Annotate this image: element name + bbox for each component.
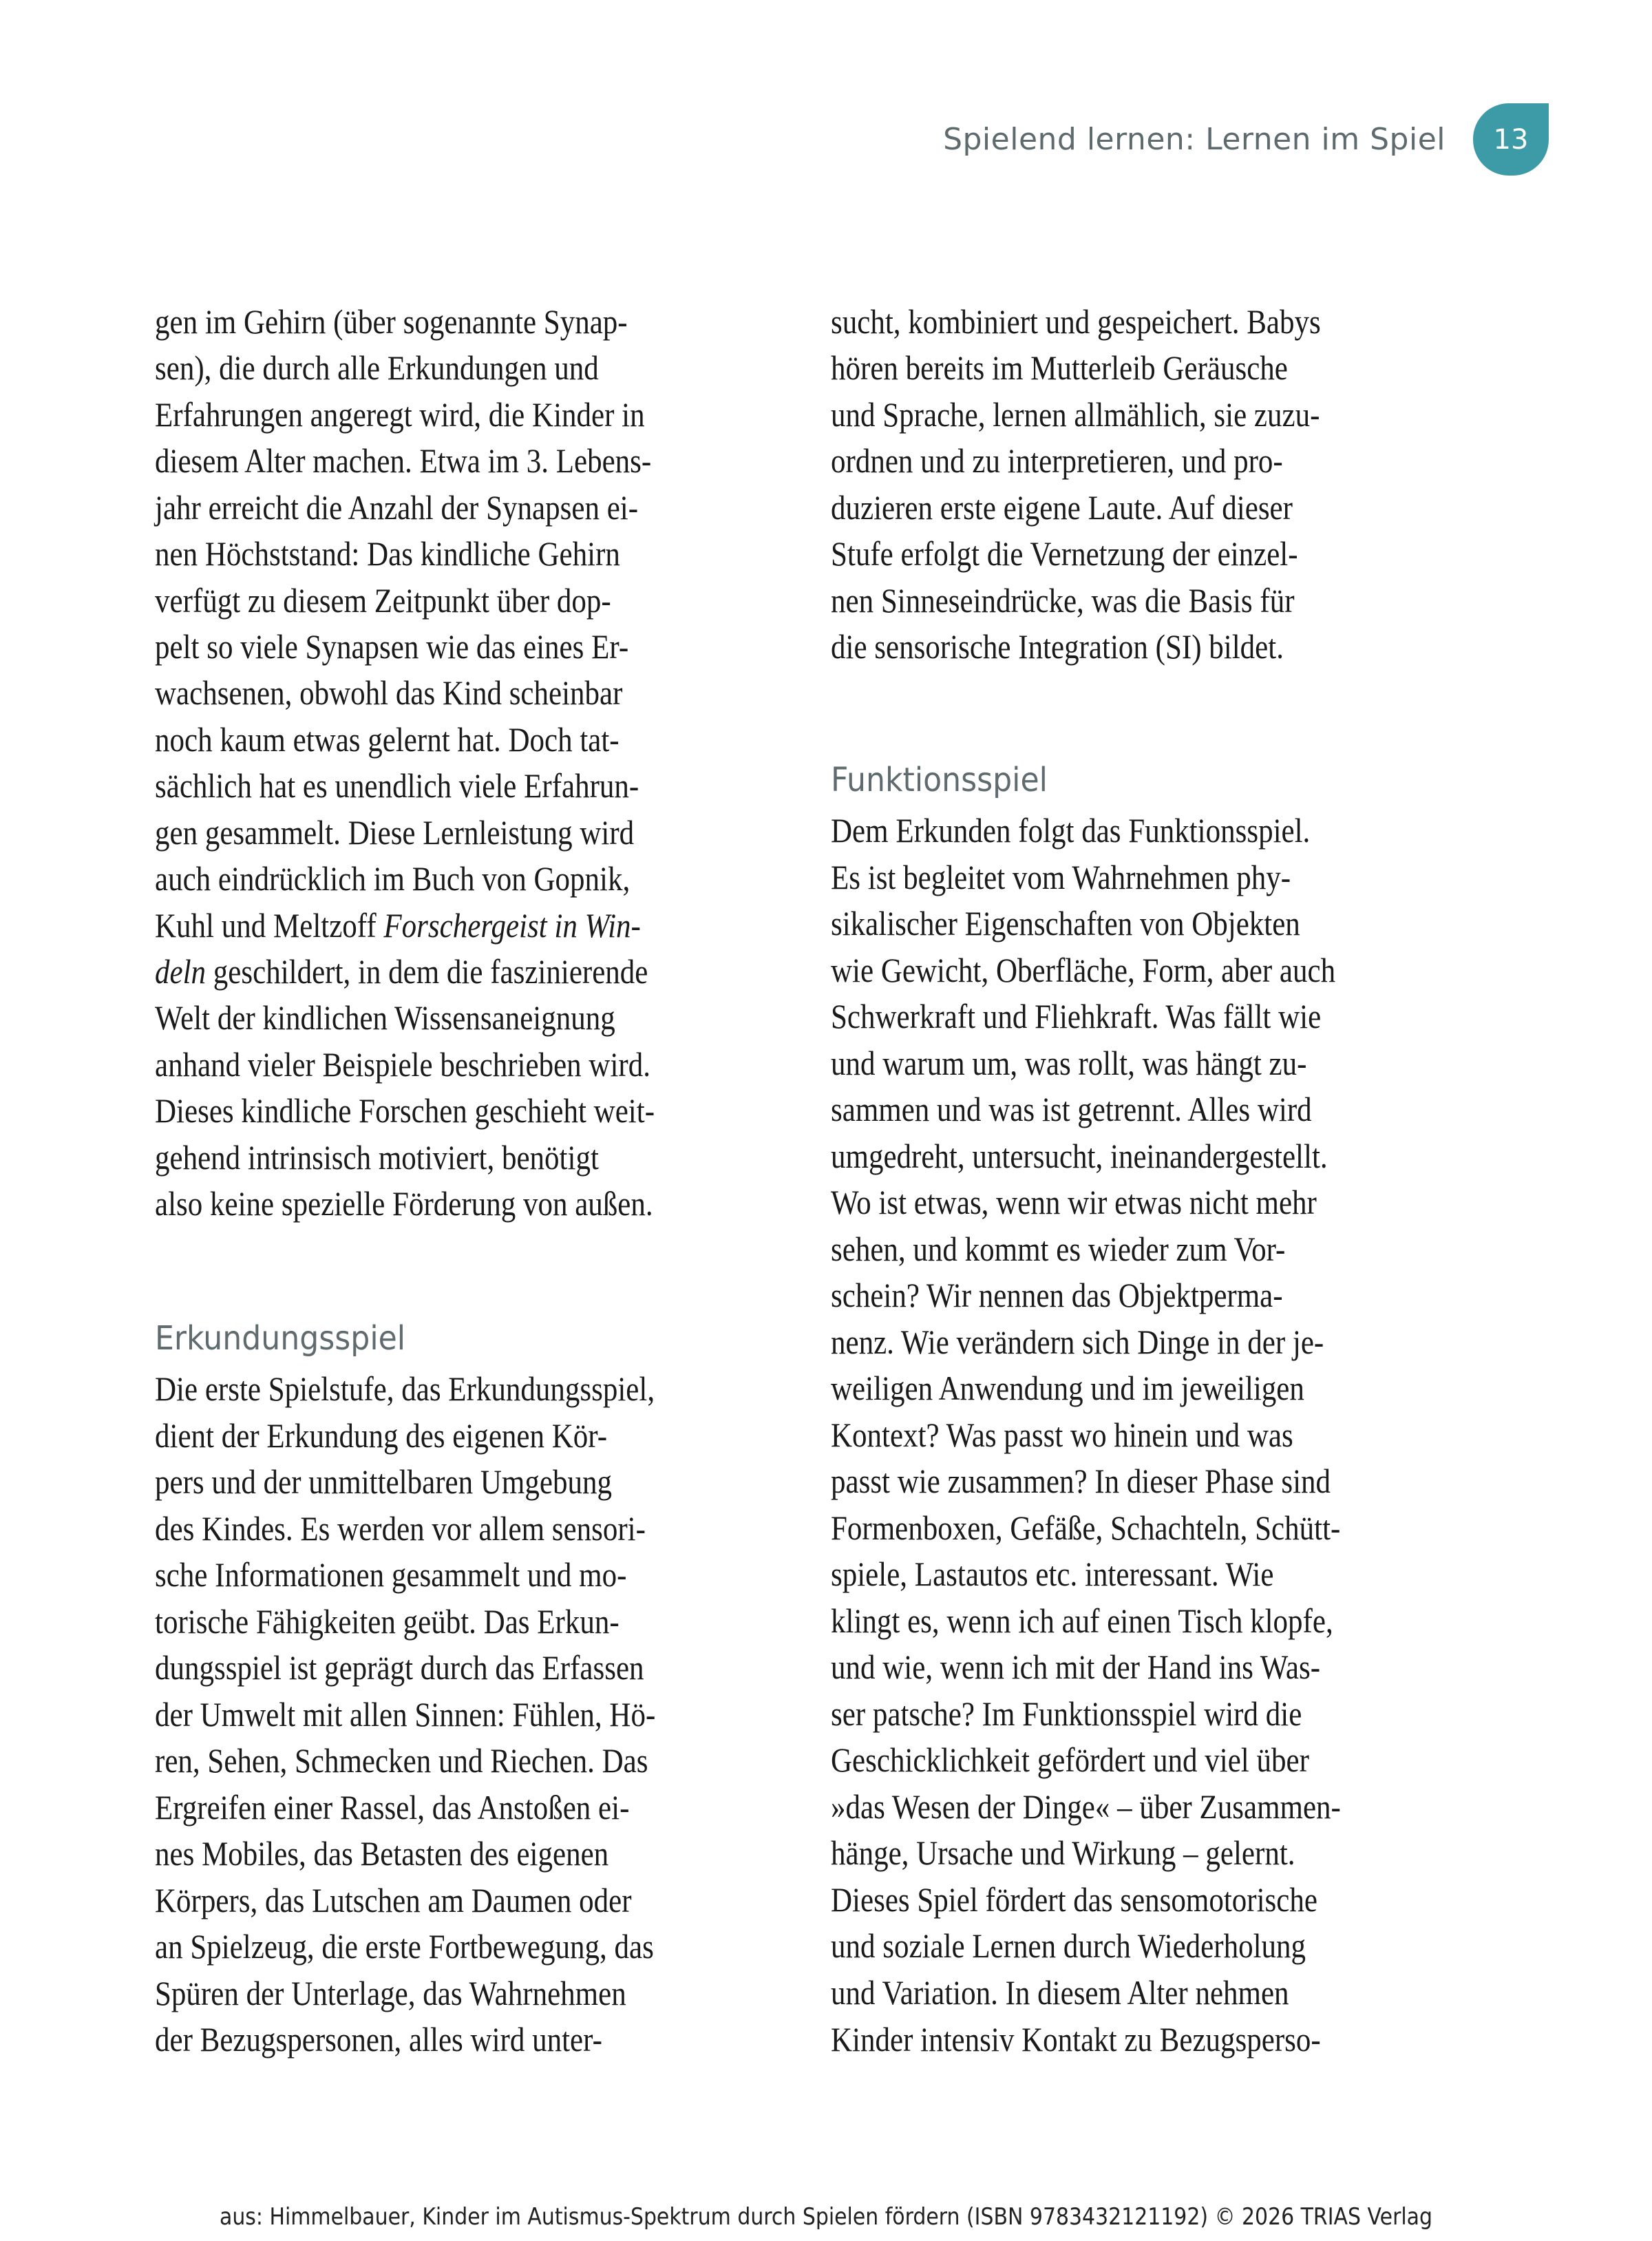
text-line: der Bezugspersonen, alles wird unter- — [155, 2020, 602, 2059]
text-line: an Spielzeug, die erste Fortbewegung, das — [155, 1927, 654, 1966]
text-line: Ergreifen einer Rassel, das Anstoßen ei- — [155, 1788, 630, 1827]
text-line: »das Wesen der Dinge« – über Zusammen- — [831, 1787, 1341, 1826]
text-span: geschildert, in dem die faszinierende — [213, 952, 648, 991]
text-line: wie Gewicht, Oberfläche, Form, aber auch — [831, 951, 1336, 989]
text-line: Welt der kindlichen Wissensaneignung — [155, 998, 615, 1037]
page-number: 13 — [1493, 123, 1529, 156]
text-line: nenz. Wie verändern sich Dinge in der je- — [831, 1323, 1324, 1361]
text-line: die sensorische Integration (SI) bildet. — [831, 627, 1284, 666]
text-line: pers und der unmittelbaren Umgebung — [155, 1462, 612, 1501]
book-title-italic: deln — [155, 952, 206, 991]
text-line: jahr erreicht die Anzahl der Synapsen ei- — [155, 488, 639, 527]
text-line: also keine spezielle Förderung von außen. — [155, 1184, 653, 1223]
text-line: Körpers, das Lutschen am Daumen oder — [155, 1881, 632, 1919]
text-line: torische Fähigkeiten geübt. Das Erkun- — [155, 1602, 620, 1641]
section-heading-funktionsspiel: Funktionsspiel — [831, 761, 1048, 799]
running-header-title: Spielend lernen: Lernen im Spiel — [943, 122, 1446, 157]
text-line: Kontext? Was passt wo hinein und was — [831, 1416, 1293, 1454]
text-line: umgedreht, untersucht, ineinandergestellt. — [831, 1137, 1328, 1175]
text-line: klingt es, wenn ich auf einen Tisch klopfe, — [831, 1601, 1333, 1640]
text-line: Formenboxen, Gefäße, Schachteln, Schütt- — [831, 1508, 1341, 1547]
text-line — [155, 903, 641, 949]
text-line: Geschicklichkeit gefördert und viel über — [831, 1740, 1309, 1779]
text-line: sen), die durch alle Erkundungen und — [155, 348, 599, 387]
text-line: sucht, kombiniert und gespeichert. Babys — [831, 302, 1321, 341]
text-line: Spüren der Unterlage, das Wahrnehmen — [155, 1974, 626, 2012]
text-line: gehend intrinsisch motiviert, benötigt — [155, 1138, 599, 1177]
text-line: sche Informationen gesammelt und mo- — [155, 1555, 627, 1594]
text-line: der Umwelt mit allen Sinnen: Fühlen, Hö- — [155, 1695, 656, 1734]
text-line: Schwerkraft und Fliehkraft. Was fällt wie — [831, 997, 1322, 1035]
book-title-italic: Forschergeist in Win- — [383, 906, 641, 945]
section-heading-erkundungsspiel: Erkundungsspiel — [155, 1319, 406, 1358]
text-line: ser patsche? Im Funktionsspiel wird die — [831, 1694, 1302, 1733]
text-span: Kuhl und Meltzoff — [155, 906, 377, 945]
text-line: Erfahrungen angeregt wird, die Kinder in — [155, 395, 645, 434]
text-line: dungsspiel ist geprägt durch das Erfassen — [155, 1648, 644, 1687]
text-line: Es ist begleitet vom Wahrnehmen phy- — [831, 858, 1291, 896]
text-line: verfügt zu diesem Zeitpunkt über dop- — [155, 581, 611, 620]
text-line: weiligen Anwendung und im jeweiligen — [831, 1369, 1304, 1407]
text-line: und wie, wenn ich mit der Hand ins Was- — [831, 1648, 1321, 1686]
text-line: Wo ist etwas, wenn wir etwas nicht mehr — [831, 1183, 1317, 1221]
text-line — [155, 949, 648, 995]
text-line: ren, Sehen, Schmecken und Riechen. Das — [155, 1741, 648, 1780]
text-line: gen gesammelt. Diese Lernleistung wird — [155, 813, 635, 852]
text-line: Dem Erkunden folgt das Funktionsspiel. — [831, 811, 1311, 850]
text-line: hänge, Ursache und Wirkung – gelernt. — [831, 1833, 1295, 1872]
text-line: dient der Erkundung des eigenen Kör- — [155, 1416, 608, 1455]
text-line: auch eindrücklich im Buch von Gopnik, — [155, 859, 631, 898]
text-line: sehen, und kommt es wieder zum Vor- — [831, 1230, 1286, 1268]
text-line: Die erste Spielstufe, das Erkundungsspiel, — [155, 1369, 655, 1408]
text-line: und Variation. In diesem Alter nehmen — [831, 1973, 1289, 2012]
text-line: passt wie zusammen? In dieser Phase sind — [831, 1462, 1331, 1500]
citation-footer: aus: Himmelbauer, Kinder im Autismus-Spektrum durch Spielen fördern (ISBN 9783432121192) © 2026 TRIAS Verlag — [219, 2203, 1433, 2231]
text-line: Kinder intensiv Kontakt zu Bezugsperso- — [831, 2020, 1321, 2059]
text-line: des Kindes. Es werden vor allem sensori- — [155, 1509, 646, 1548]
text-line: nen Sinneseindrücke, was die Basis für — [831, 581, 1295, 620]
text-line: noch kaum etwas gelernt hat. Doch tat- — [155, 720, 620, 759]
text-line: Stufe erfolgt die Vernetzung der einzel- — [831, 534, 1298, 573]
text-line: spiele, Lastautos etc. interessant. Wie — [831, 1555, 1274, 1593]
page-number-badge — [1473, 103, 1549, 176]
text-line: und soziale Lernen durch Wiederholung — [831, 1926, 1306, 1965]
text-line: sächlich hat es unendlich viele Erfahrun- — [155, 766, 639, 805]
text-line: sammen und was ist getrennt. Alles wird — [831, 1090, 1312, 1128]
text-line: anhand vieler Beispiele beschrieben wird. — [155, 1045, 650, 1084]
text-line: und Sprache, lernen allmählich, sie zuzu- — [831, 395, 1320, 434]
text-line: duzieren erste eigene Laute. Auf dieser — [831, 488, 1293, 527]
text-line: diesem Alter machen. Etwa im 3. Lebens- — [155, 441, 652, 480]
text-line: sikalischer Eigenschaften von Objekten — [831, 904, 1300, 943]
text-line: hören bereits im Mutterleib Geräusche — [831, 348, 1288, 387]
text-line: Dieses Spiel fördert das sensomotorische — [831, 1880, 1317, 1919]
text-line: Dieses kindliche Forschen geschieht weit- — [155, 1091, 655, 1130]
text-line: wachsenen, obwohl das Kind scheinbar — [155, 673, 623, 712]
text-line: und warum um, was rollt, was hängt zu- — [831, 1044, 1307, 1082]
text-line: schein? Wir nennen das Objektperma- — [831, 1276, 1283, 1314]
text-line: ordnen und zu interpretieren, und pro- — [831, 441, 1283, 480]
text-line: nes Mobiles, das Betasten des eigenen — [155, 1834, 609, 1873]
text-line: pelt so viele Synapsen wie das eines Er- — [155, 627, 629, 666]
text-line: nen Höchststand: Das kindliche Gehirn — [155, 534, 620, 573]
text-line: gen im Gehirn (über sogenannte Synap- — [155, 302, 628, 341]
